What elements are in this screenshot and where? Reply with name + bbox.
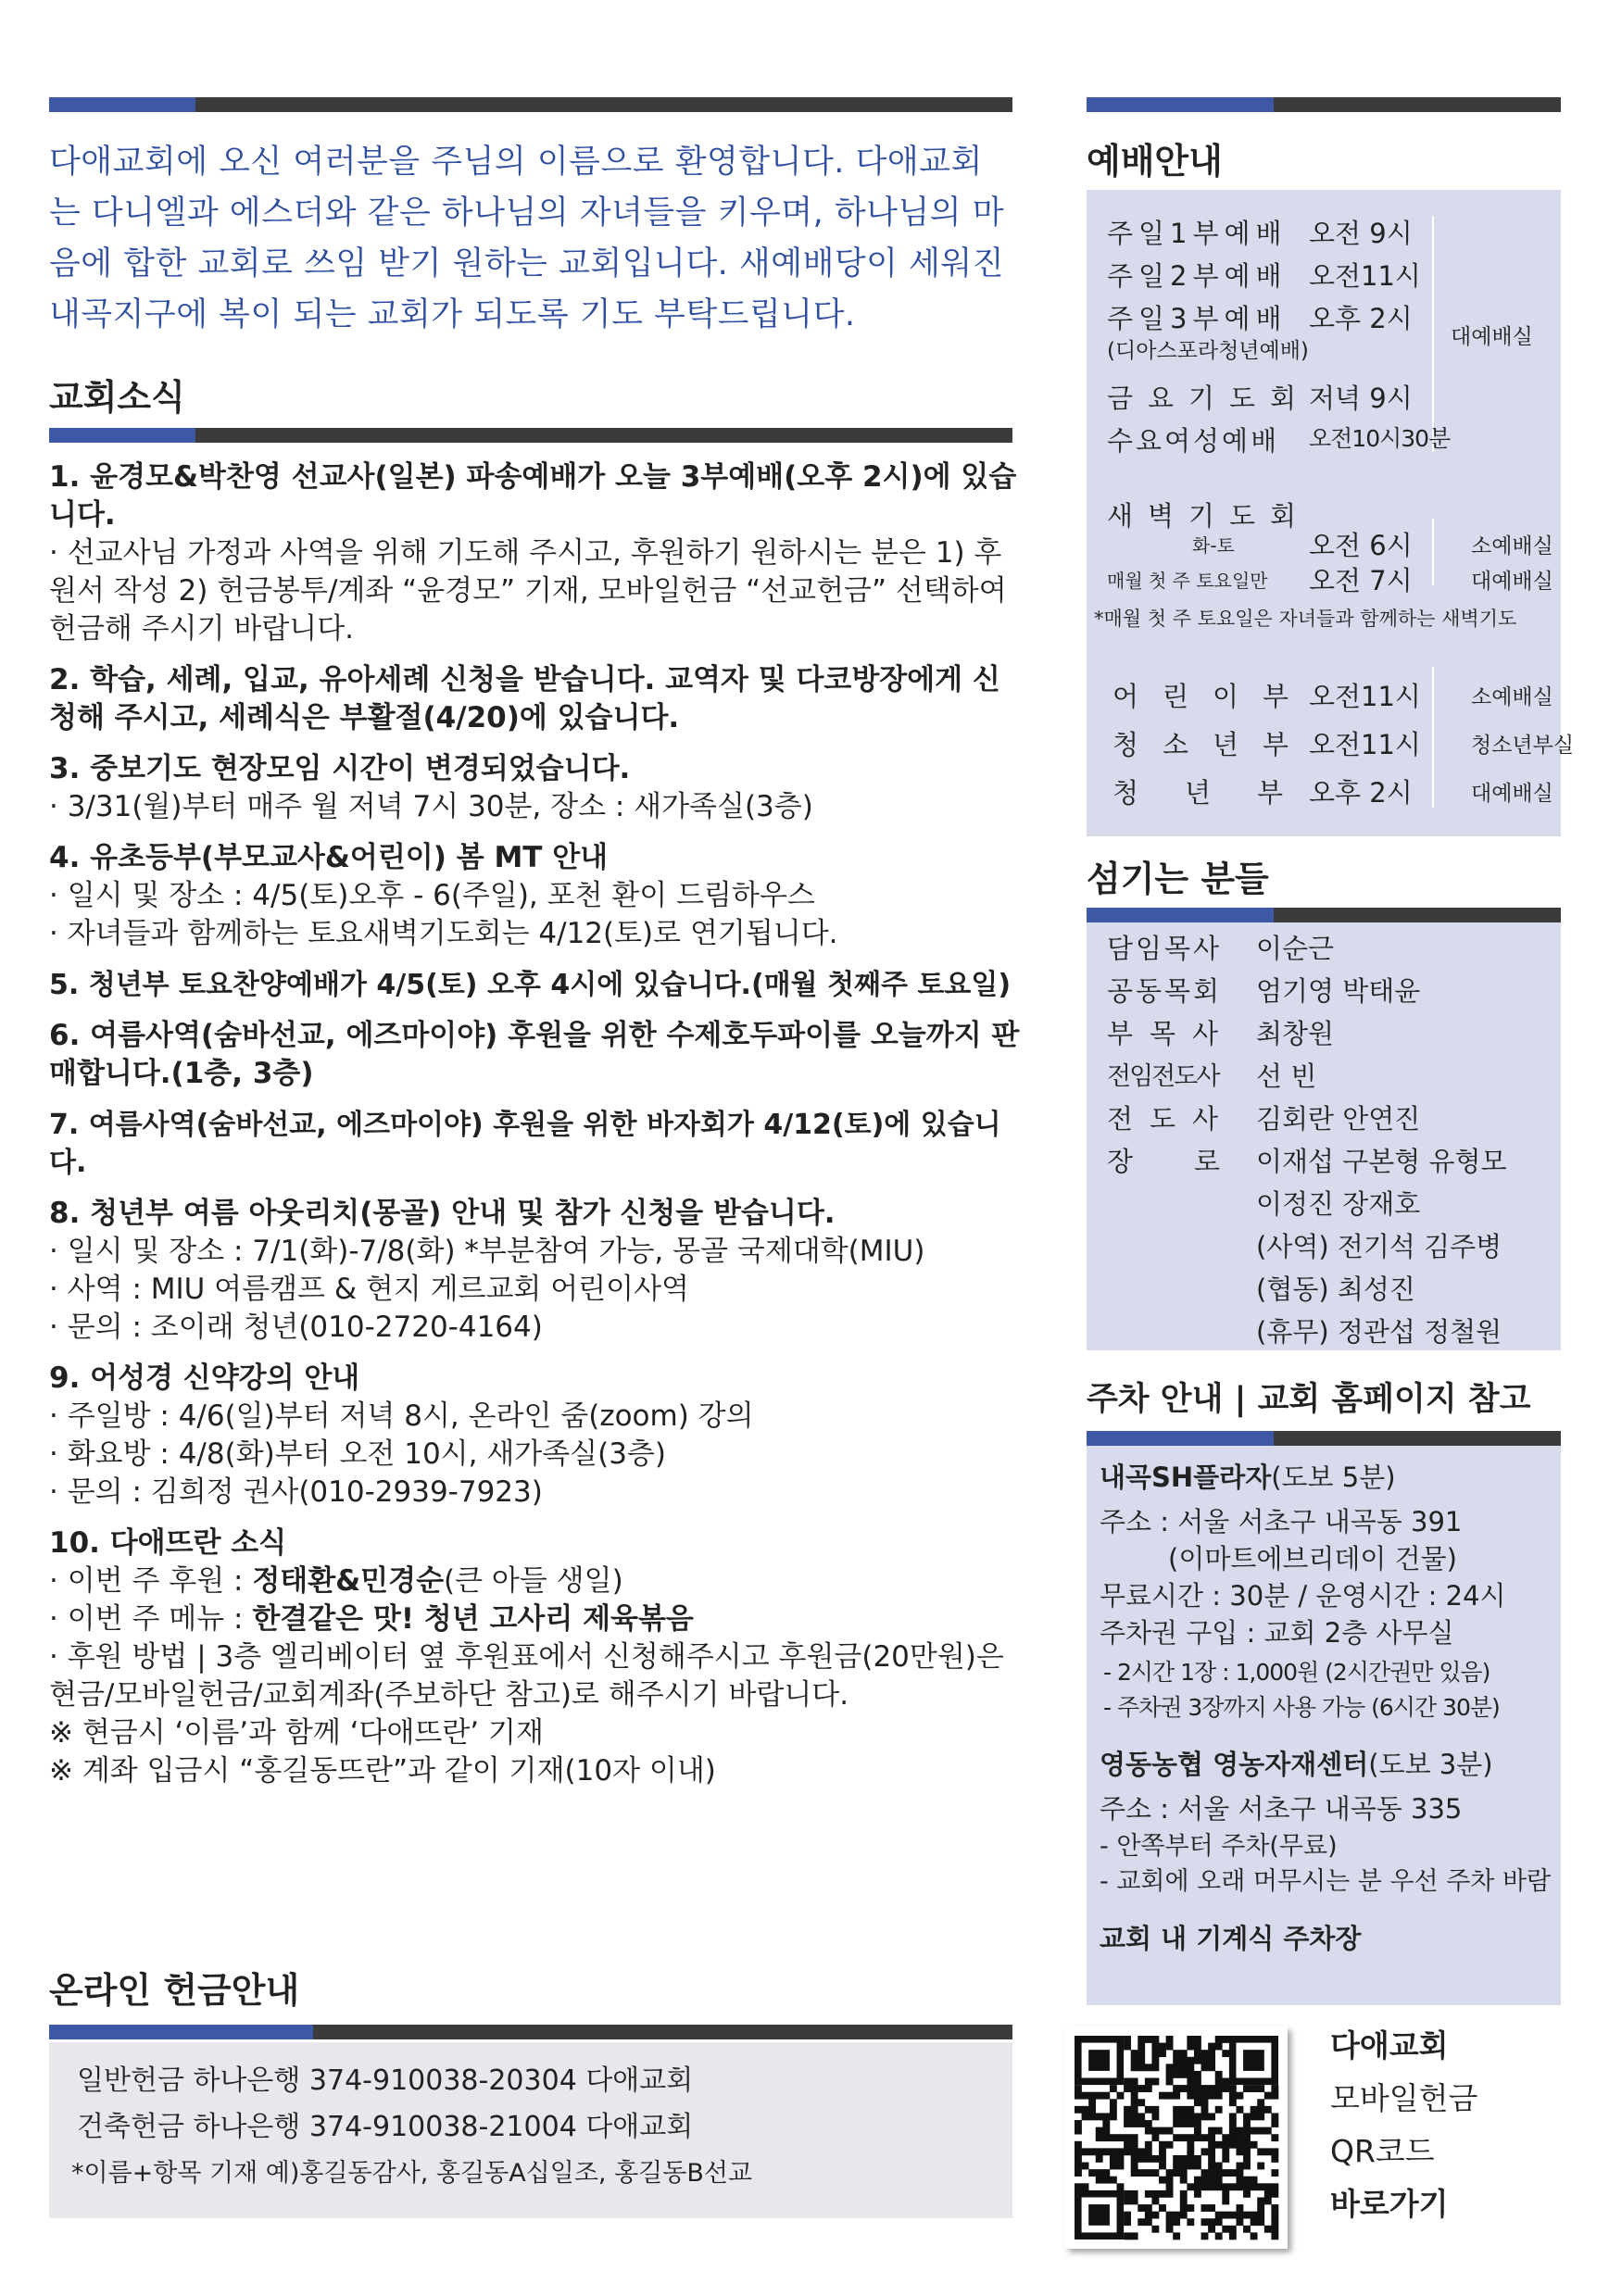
news-item-line: · 일시 및 장소 : 7/1(화)-7/8(화) *부분참여 가능, 몽골 국제대학(MIU) (49, 1235, 925, 1268)
parking-box (1087, 1431, 1561, 2005)
staff-names: 김회란 안연진 (1256, 1103, 1421, 1135)
dept-place: 대예배실 (1471, 782, 1553, 806)
staff-row (1107, 1141, 1281, 1179)
worship-heading: 예배안내 (1087, 141, 1223, 182)
parking-line: - 주차권 3장까지 사용 가능 (6시간 30분) (1103, 1694, 1500, 1721)
news-item-line: · 문의 : 조이래 청년(010-2720-4164) (49, 1311, 543, 1344)
offering-heading-bar (49, 2025, 1012, 2039)
worship-name: 주일2부예배 (1107, 260, 1288, 292)
parking-place-title: 교회 내 기계식 주차장 (1100, 1923, 1362, 1954)
qr-caption (1330, 2019, 1562, 2230)
dept-time: 오후 2시 (1309, 777, 1413, 809)
news-item (49, 1106, 1022, 1182)
news-item-title: 5. 청년부 토요찬양예배가 4/5(토) 오후 4시에 있습니다.(매월 첫째주 토요일) (49, 969, 1012, 1001)
dawn-day: 화-토 (1192, 534, 1235, 557)
news-item-line: · 3/31(월)부터 매주 월 저녁 7시 30분, 장소 : 새가족실(3층) (49, 790, 813, 823)
divider (1432, 667, 1434, 808)
staff-role: 장로 (1107, 1146, 1282, 1177)
news-item-title: 1. 윤경모&박찬영 선교사(일본) 파송예배가 오늘 3부예배(오후 2시)에 있습니다. (49, 460, 1017, 532)
news-item (49, 1360, 1022, 1512)
dawn-note: *매월 첫 주 토요일은 자녀들과 함께하는 새벽기도 (1094, 608, 1517, 630)
news-item-title: 2. 학습, 세례, 입교, 유아세례 신청을 받습니다. 교역자 및 다코방장에게 신청해 주시고, 세례식은 부활절(4/20)에 있습니다. (49, 663, 1000, 734)
news-heading: 교회소식 (49, 377, 185, 418)
worship-time: 오후 2시 (1309, 303, 1413, 334)
parking-place (1100, 1746, 1493, 1784)
news-heading-bar (49, 428, 1012, 443)
staff-row (1107, 1056, 1218, 1092)
qr-caption-line: 모바일헌금 (1330, 2080, 1478, 2116)
news-list (49, 458, 1022, 1803)
dept-name: 어린이부 (1112, 681, 1314, 712)
news-item-line (49, 1562, 1022, 1600)
account-note: *이름+항목 기재 예)홍길동감사, 홍길동A십일조, 홍길동B선교 (71, 2159, 753, 2188)
news-item-title: 3. 중보기도 현장모임 시간이 변경되었습니다. (49, 752, 631, 785)
worship-name: 수요여성예배 (1107, 425, 1280, 457)
staff-role: 공동목회 (1107, 975, 1223, 1007)
staff-row (1107, 1098, 1235, 1136)
news-item-line: · 화요방 : 4/8(화)부터 오전 10시, 새가족실(3층) (49, 1437, 666, 1471)
news-item-line: ※ 현금시 ‘이름’과 함께 ‘다애뜨란’ 기재 (49, 1716, 544, 1750)
parking-place (1100, 1459, 1396, 1497)
staff-box (1087, 908, 1561, 1350)
staff-row (1107, 971, 1222, 1009)
worship-time: 오전10시30분 (1309, 425, 1451, 452)
dawn-day: 매월 첫 주 토요일만 (1107, 570, 1268, 592)
news-item (49, 661, 1022, 737)
parking-line: 주소 : 서울 서초구 내곡동 391 (1100, 1506, 1463, 1537)
news-item-line: · 선교사님 가정과 사역을 위해 기도해 주시고, 후원하기 원하시는 분은 1) 후원서 작성 2) 헌금봉투/계좌 “윤경모” 기재, 모바일헌금 “선교헌금” 선택하여 헌금해 주시기 바랍니다. (49, 536, 1007, 646)
offering-box (49, 2042, 1012, 2218)
account-line: 건축헌금 하나은행 374-910038-21004 다애교회 (77, 2111, 694, 2143)
news-item (49, 1524, 1022, 1790)
worship-time: 저녁 9시 (1309, 383, 1413, 414)
qr-caption-line: QR코드 (1330, 2133, 1435, 2169)
news-item-line: · 사역 : MIU 여름캠프 & 현지 게르교회 어린이사역 (49, 1273, 689, 1306)
divider (1432, 519, 1434, 585)
parking-place-title: 내곡SH플라자 (1100, 1462, 1272, 1493)
dept-time: 오전11시 (1309, 681, 1421, 712)
news-item-line: · 주일방 : 4/6(일)부터 저녁 8시, 온라인 줌(zoom) 강의 (49, 1399, 754, 1433)
menu-name: 한결같은 맛! 청년 고사리 제육볶음 (252, 1602, 694, 1636)
parking-heading-bar (1087, 1431, 1561, 1446)
parking-line: - 2시간 1장 : 1,000원 (2시간권만 있음) (1103, 1659, 1490, 1686)
account-line: 일반헌금 하나은행 374-910038-20304 다애교회 (77, 2064, 694, 2097)
top-bar-right (1087, 97, 1561, 112)
staff-role: 부목사 (1107, 1018, 1236, 1049)
text-segment: (큰 아들 생일) (444, 1564, 623, 1598)
staff-names: 이정진 장재호 (1256, 1188, 1421, 1220)
staff-names: (사역) 전기석 김주병 (1256, 1231, 1502, 1262)
welcome-intro: 다애교회에 오신 여러분을 주님의 이름으로 환영합니다. 다애교회는 다니엘과 에스더와 같은 하나님의 자녀들을 키우며, 하나님의 마음에 합한 교회로 쓰임 받기 원하는 교회입니다. 새예배당이 세워진 내곡지구에 복이 되는 교회가 되도록 기도 부탁드립니다. (49, 144, 1005, 333)
qr-code[interactable] (1065, 2026, 1288, 2249)
news-item-title: 8. 청년부 여름 아웃리치(몽골) 안내 및 참가 신청을 받습니다. (49, 1197, 836, 1230)
worship-box (1087, 190, 1575, 836)
dawn-place: 소예배실 (1471, 534, 1553, 558)
dawn-time: 오전 7시 (1309, 565, 1413, 596)
worship-name: (디아스포라청년예배) (1107, 339, 1309, 363)
sponsor-names: 정태환&민경순 (252, 1564, 445, 1598)
text-segment: · 이번 주 메뉴 : (49, 1602, 253, 1636)
parking-place-title: 영동농협 영농자재센터 (1100, 1749, 1369, 1780)
worship-name: 금요기도회 (1107, 383, 1312, 414)
divider (1432, 216, 1434, 452)
parking-line: - 교회에 오래 머무시는 분 우선 주차 바람 (1100, 1867, 1552, 1896)
staff-names: 이순근 (1256, 933, 1335, 964)
parking-line: - 안쪽부터 주차(무료) (1100, 1832, 1338, 1861)
qr-caption-line: 다애교회 (1330, 2027, 1449, 2064)
dept-place: 청소년부실 (1471, 734, 1575, 758)
news-item-line: · 후원 방법 | 3층 엘리베이터 옆 후원표에서 신청해주시고 후원금(20만원)은 현금/모바일헌금/교회계좌(주보하단 참고)로 해주시기 바랍니다. (49, 1640, 1004, 1712)
parking-line: 주소 : 서울 서초구 내곡동 335 (1100, 1793, 1463, 1825)
qr-caption-line: 바로가기 (1330, 2186, 1449, 2222)
staff-heading: 섬기는 분들 (1087, 859, 1269, 899)
staff-row (1107, 1013, 1235, 1051)
dawn-time: 오전 6시 (1309, 530, 1413, 561)
staff-names: (휴무) 정관섭 정철원 (1256, 1316, 1502, 1348)
staff-names: (협동) 최성진 (1256, 1273, 1415, 1305)
news-item (49, 966, 1022, 1004)
parking-line: 주차권 구입 : 교회 2층 사무실 (1100, 1617, 1454, 1649)
dept-time: 오전11시 (1309, 729, 1421, 760)
dept-name: 청년부 (1112, 777, 1330, 809)
news-item-title: 4. 유초등부(부모교사&어린이) 봄 MT 안내 (49, 841, 609, 874)
dept-place: 소예배실 (1471, 685, 1553, 709)
staff-role: 전임전도사 (1107, 1062, 1219, 1091)
news-item-line: ※ 계좌 입금시 “홍길동뜨란”과 같이 기재(10자 이내) (49, 1754, 716, 1788)
staff-row (1107, 928, 1222, 966)
dawn-place: 대예배실 (1471, 570, 1553, 594)
worship-name: 주일1부예배 (1107, 218, 1288, 249)
parking-line: 무료시간 : 30분 / 운영시간 : 24시 (1100, 1580, 1506, 1612)
news-item-title: 7. 여름사역(숨바선교, 에즈마이야) 후원을 위한 바자회가 4/12(토)에 있습니다. (49, 1109, 1001, 1179)
staff-names: 최창원 (1256, 1018, 1335, 1049)
news-item (49, 750, 1022, 826)
worship-time: 오전 9시 (1309, 218, 1413, 249)
worship-name: 주일3부예배 (1107, 303, 1288, 334)
news-item-title: 10. 다애뜨란 소식 (49, 1526, 287, 1560)
worship-place: 대예배실 (1451, 325, 1533, 349)
staff-heading-bar (1087, 908, 1561, 922)
dawn-title: 새벽기도회 (1107, 500, 1312, 532)
text-segment: · 이번 주 후원 : (49, 1564, 253, 1598)
worship-row-sub (1107, 333, 1309, 364)
news-item-line: · 문의 : 김희정 권사(010-2939-7923) (49, 1475, 543, 1509)
parking-heading: 주차 안내 | 교회 홈페이지 참고 (1087, 1381, 1531, 1418)
offering-heading: 온라인 헌금안내 (49, 1970, 300, 2011)
dept-name: 청소년부 (1112, 729, 1314, 760)
news-item-line (49, 1600, 1022, 1638)
parking-walk-time: (도보 5분) (1271, 1462, 1396, 1493)
news-item (49, 1195, 1022, 1347)
staff-role: 담임목사 (1107, 933, 1223, 964)
news-item-title: 6. 여름사역(숨바선교, 에즈마이야) 후원을 위한 수제호두파이를 오늘까지 판매합니다.(1층, 3층) (49, 1019, 1020, 1090)
staff-role: 전도사 (1107, 1103, 1236, 1135)
parking-walk-time: (도보 3분) (1368, 1749, 1493, 1780)
news-item-line: · 일시 및 장소 : 4/5(토)오후 - 6(주일), 포천 환이 드림하우스 (49, 879, 815, 912)
worship-time: 오전11시 (1309, 260, 1421, 292)
parking-line: (이마트에브리데이 건물) (1168, 1543, 1457, 1575)
news-item-line: · 자녀들과 함께하는 토요새벽기도회는 4/12(토)로 연기됩니다. (49, 917, 838, 950)
news-item (49, 839, 1022, 953)
staff-names: 선 빈 (1256, 1060, 1317, 1092)
news-item (49, 458, 1022, 648)
staff-names: 엄기영 박태윤 (1256, 975, 1421, 1007)
news-item (49, 1017, 1022, 1093)
news-item-title: 9. 어성경 신약강의 안내 (49, 1361, 360, 1395)
top-bar-left (49, 97, 1012, 112)
staff-names: 이재섭 구본형 유형모 (1256, 1146, 1507, 1177)
qr-code-graphic (1065, 2026, 1288, 2249)
